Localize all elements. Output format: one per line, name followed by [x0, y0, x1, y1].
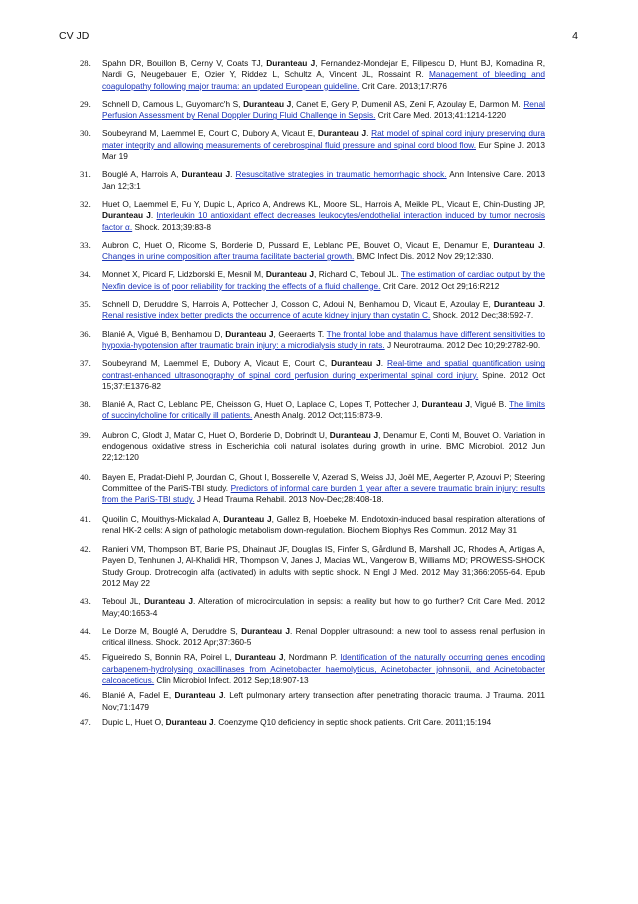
- reference-authors: Bayen E, Pradat-Diehl P, Jourdan C, Ghout I, Bosserelle V, Azerad S, Weiss JJ, Joël ME, Aegerter P, Azouvi P; Steering Committee of the PariS-TBI study.: [102, 471, 545, 493]
- reference-title-link[interactable]: Predictors of informal care burden 1 year after a severe traumatic brain injury: results from the PariS-TBI study.: [102, 482, 545, 505]
- reference-title-link[interactable]: Renal Perfusion Assessment by Renal Doppler During Fluid Challenge in Sepsis.: [102, 98, 545, 121]
- reference-item: [80, 329, 545, 352]
- reference-number: 39.: [80, 429, 91, 440]
- reference-authors: Ranieri VM, Thompson BT, Barie PS, Dhainaut JF, Douglas IS, Finfer S, Gårdlund B, Marshall JC, Rhodes A, Artigas A, Payen D, Tenhunen J, Al-Khalidi HR, Thompson V, Janes J, Macias WL, Vangerow B, Williams MD; PROWESS-SHOCK Study Group. Drotrecogin alfa (activated) in adults with septic shock. N Engl J Med. 2012 May 31;366:2055-64. Epub 2012 May 22: [102, 544, 545, 588]
- reference-text: . Coenzyme Q10 deficiency in septic shock patients. Crit Care. 2011;15:194: [213, 716, 492, 727]
- reference-authors: Soubeyrand M, Laemmel E, Dubory A, Vicaut E, Court C,: [102, 358, 332, 369]
- reference-text: .: [542, 299, 545, 310]
- reference-number: 38.: [80, 399, 91, 410]
- reference-text: , Gallez B, Hoebeke M. Endotoxin-induced basal respiration alterations of renal HK-2 cells: A sign of pathologic metabolism down-regulation. Biochem Biophys Res Commun. 2012 May 31: [102, 513, 545, 535]
- reference-title-link[interactable]: Real-time and spatial quantification using contrast-enhanced ultrasonography of spinal cord perfusion during experimental spinal cord injury.: [102, 358, 545, 380]
- reference-item: [80, 430, 545, 464]
- reference-author-highlight: Duranteau J: [234, 652, 284, 663]
- reference-author-highlight: Duranteau J: [181, 169, 231, 180]
- reference-authors: Quoilin C, Mouithys-Mickalad A,: [102, 513, 224, 524]
- reference-text: , Richard C, Teboul JL.: [314, 269, 401, 280]
- reference-citation: Clin Microbiol Infect. 2012 Sep;18:907-13: [154, 675, 309, 686]
- reference-text: .: [366, 128, 372, 139]
- reference-citation: Anesth Analg. 2012 Oct;115:873-9.: [252, 410, 383, 421]
- header-initials: CV JD: [59, 30, 90, 42]
- reference-number: 30.: [80, 128, 91, 139]
- reference-author-highlight: Duranteau J: [329, 429, 379, 440]
- reference-authors: Soubeyrand M, Laemmel E, Court C, Dubory A, Vicaut E,: [102, 128, 318, 139]
- reference-author-highlight: Duranteau J: [225, 328, 274, 339]
- reference-authors: Blanié A, Ract C, Leblanc PE, Cheisson G, Huet O, Laplace C, Lopes T, Pottecher J,: [102, 399, 422, 410]
- reference-number: 28.: [80, 58, 91, 68]
- reference-item: [80, 399, 545, 422]
- page-number: 4: [572, 30, 578, 42]
- reference-item: [80, 652, 545, 686]
- reference-text: , Canet E, Gery P, Dumenil AS, Zeni F, Azoulay E, Darmon M.: [291, 98, 524, 109]
- reference-citation: J Head Trauma Rehabil. 2013 Nov-Dec;28:408-18.: [194, 494, 384, 505]
- reference-authors: Teboul JL,: [102, 596, 145, 607]
- reference-citation: Eur Spine J. 2013 Mar 19: [102, 139, 546, 162]
- reference-number: 44.: [80, 625, 91, 636]
- reference-text: . Left pulmonary artery transection after penetrating thoracic trauma. J Trauma. 2011 Nov;71:1479: [102, 690, 545, 712]
- reference-item: [80, 99, 545, 122]
- reference-authors: Figueiredo S, Bonnin RA, Poirel L,: [102, 652, 235, 663]
- reference-authors: Blanié A, Fadel E,: [102, 690, 175, 701]
- reference-authors: Schnell D, Camous L, Guyomarc'h S,: [102, 98, 244, 109]
- reference-number: 43.: [80, 596, 91, 607]
- reference-authors: Le Dorze M, Bouglé A, Deruddre S,: [102, 625, 242, 636]
- reference-item: [80, 240, 545, 263]
- reference-author-highlight: Duranteau J: [493, 299, 543, 310]
- reference-title-link[interactable]: Management of bleeding and coagulopathy following major trauma: an updated European guideline.: [102, 69, 546, 91]
- reference-item: [80, 514, 545, 537]
- reference-author-highlight: Duranteau J: [144, 596, 193, 607]
- reference-item: [80, 358, 545, 392]
- reference-text: , Vigué B.: [469, 399, 510, 410]
- reference-number: 40.: [80, 471, 91, 482]
- reference-text: .: [150, 210, 157, 221]
- reference-citation: Spine. 2012 Oct 15;37:E1376-82: [102, 369, 545, 391]
- reference-authors: Aubron C, Huet O, Ricome S, Borderie D, Pussard E, Leblanc PE, Bouvet O, Vicaut E, Denamur E,: [102, 239, 494, 250]
- reference-item: [80, 717, 545, 728]
- reference-item: [80, 544, 545, 589]
- reference-title-link[interactable]: Renal resistive index better predicts the occurrence of acute kidney injury than cystatin C.: [102, 310, 431, 321]
- reference-item: [80, 199, 545, 233]
- reference-citation: Crit Care. 2013;17:R76: [359, 80, 448, 91]
- reference-author-highlight: Duranteau J: [241, 625, 290, 636]
- reference-title-link[interactable]: The limits of succinylcholine for critically ill patients.: [102, 399, 545, 421]
- reference-item: [80, 58, 545, 92]
- reference-title-link[interactable]: Resuscitative strategies in traumatic hemorrhagic shock.: [235, 169, 447, 180]
- reference-title-link[interactable]: Rat model of spinal cord injury preserving dura mater integrity and allowing measurements of cerebrospinal fluid pressure and spinal cord blood flow.: [102, 128, 545, 150]
- reference-item: [80, 472, 545, 506]
- reference-item: [80, 596, 545, 619]
- reference-item: [80, 128, 545, 162]
- reference-text: . Alteration of microcirculation in sepsis: a reality but how to go further? Crit Care Med. 2012 May;40:1653-4: [102, 596, 545, 618]
- reference-author-highlight: Duranteau J: [493, 239, 543, 250]
- reference-number: 31.: [80, 169, 91, 180]
- reference-number: 47.: [80, 716, 91, 727]
- reference-authors: Blanié A, Vigué B, Benhamou D,: [102, 328, 226, 339]
- reference-author-highlight: Duranteau J: [174, 690, 224, 701]
- reference-authors: Bouglé A, Harrois A,: [102, 169, 182, 180]
- reference-text: .: [230, 169, 236, 180]
- reference-number: 32.: [80, 198, 91, 209]
- page-header: [59, 30, 578, 42]
- reference-number: 37.: [80, 358, 91, 369]
- reference-text: . Renal Doppler ultrasound: a new tool to assess renal perfusion in critical illness. Shock. 2012 Apr;37:360-5: [102, 625, 545, 648]
- reference-title-link[interactable]: Interleukin 10 antioxidant effect decreases leukocytes/endothelial interaction induced by tumor necrosis factor α.: [102, 210, 545, 232]
- reference-authors: Dupic L, Huet O,: [102, 716, 166, 727]
- reference-title-link[interactable]: The estimation of cardiac output by the Nexfin device is of poor reliability for tracking the effects of a fluid challenge.: [102, 269, 546, 291]
- reference-title-link[interactable]: Identification of the naturally occurring genes encoding carbapenem-hydrolysing oxacillinases from Acinetobacter haemolyticus, Acinetobacter johnsonii, and Acinetobacter calcoaceticus.: [102, 652, 545, 686]
- reference-number: 35.: [80, 299, 91, 310]
- reference-author-highlight: Duranteau J: [102, 210, 151, 221]
- reference-title-link[interactable]: Changes in urine composition after trauma facilitate bacterial growth.: [102, 251, 355, 262]
- reference-citation: Shock. 2013;39:83-8: [132, 221, 212, 232]
- reference-number: 45.: [80, 652, 91, 663]
- reference-citation: Shock. 2012 Dec;38:592-7.: [430, 310, 534, 321]
- reference-text: , Fernandez-Mondejar E, Filipescu D, Hunt BJ, Komadina R, Nardi G, Neugebauer E, Ozier Y, Riddez L, Schultz A, Vincent JL, Rossaint R.: [102, 58, 546, 80]
- reference-author-highlight: Duranteau J: [317, 128, 367, 139]
- reference-authors: Spahn DR, Bouillon B, Cerny V, Coats TJ,: [102, 58, 267, 68]
- reference-citation: Ann Intensive Care. 2013 Jan 12;3:1: [102, 169, 545, 191]
- reference-item: [80, 299, 545, 322]
- reference-number: 41.: [80, 513, 91, 524]
- reference-item: [80, 626, 545, 649]
- reference-citation: BMC Infect Dis. 2012 Nov 29;12:330.: [354, 251, 494, 262]
- reference-author-highlight: Duranteau J: [223, 513, 272, 524]
- reference-author-highlight: Duranteau J: [421, 399, 470, 410]
- reference-authors: Huet O, Laemmel E, Fu Y, Dupic L, Aprico A, Andrews KL, Moore SL, Harrois A, Meikle PL, Vicaut E, Chin-Dusting JP,: [102, 198, 545, 209]
- reference-title-link[interactable]: The frontal lobe and thalamus have different sensitivities to hypoxia-hypotension after traumatic brain injury: a microdialysis study in rats.: [102, 328, 545, 350]
- reference-author-highlight: Duranteau J: [266, 58, 316, 68]
- reference-authors: Monnet X, Picard F, Lidzborski E, Mesnil M,: [102, 269, 266, 280]
- reference-author-highlight: Duranteau J: [331, 358, 381, 369]
- reference-item: [80, 690, 545, 713]
- reference-item: [80, 269, 545, 292]
- reference-number: 33.: [80, 239, 91, 250]
- reference-citation: Crit Care Med. 2013;41:1214-1220: [375, 110, 507, 121]
- reference-number: 34.: [80, 269, 91, 280]
- reference-text: , Geeraerts T.: [273, 328, 327, 339]
- reference-number: 36.: [80, 328, 91, 339]
- reference-author-highlight: Duranteau J: [243, 98, 292, 109]
- reference-citation: J Neurotrauma. 2012 Dec 10;29:2782-90.: [384, 339, 541, 350]
- reference-author-highlight: Duranteau J: [265, 269, 314, 280]
- reference-authors: Aubron C, Glodt J, Matar C, Huet O, Borderie D, Dobrindt U,: [102, 429, 330, 440]
- reference-citation: Crit Care. 2012 Oct 29;16:R212: [380, 280, 500, 291]
- reference-text: , Nordmann P.: [283, 652, 341, 663]
- reference-author-highlight: Duranteau J: [165, 716, 214, 727]
- reference-number: 29.: [80, 98, 91, 109]
- reference-list: [80, 58, 545, 732]
- reference-text: , Denamur E, Conti M, Bouvet O. Variation in endogenous oxidative stress in Escherichia coli natural isolates during growth in urine. BMC Microbiol. 2012 Jun 22;12:120: [102, 429, 545, 463]
- reference-authors: Schnell D, Deruddre S, Harrois A, Pottecher J, Cosson C, Adoui N, Benhamou D, Vicaut E, Azoulay E,: [102, 299, 494, 310]
- reference-number: 42.: [80, 544, 91, 555]
- reference-text: .: [542, 239, 546, 250]
- reference-number: 46.: [80, 690, 91, 701]
- reference-text: .: [380, 358, 388, 369]
- reference-item: [80, 169, 545, 192]
